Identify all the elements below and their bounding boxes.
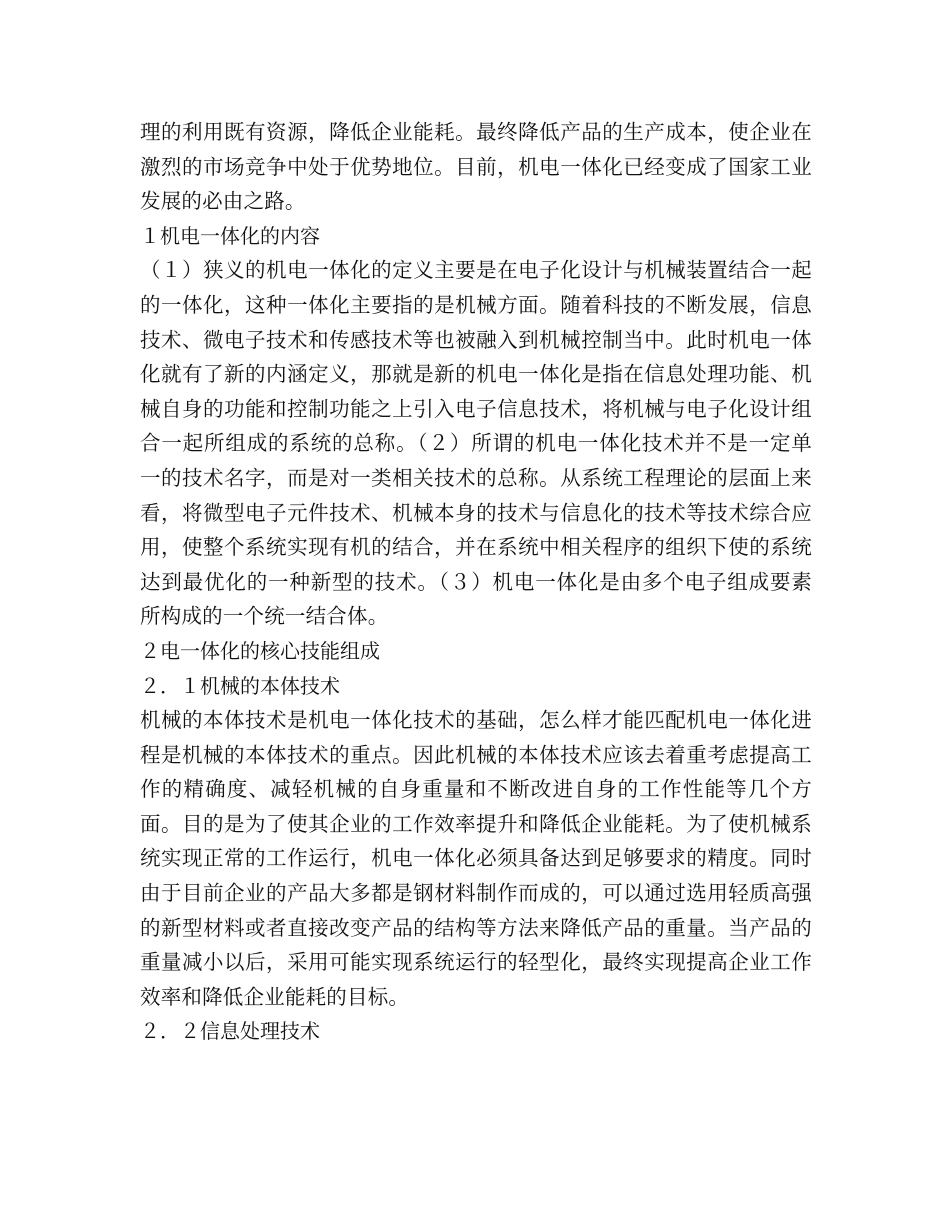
paragraph-intro-continuation: 理的利用既有资源，降低企业能耗。最终降低产品的生产成本，使企业在激烈的市场竞争中处于优势地位。目前，机电一体化已经变成了国家工业发展的必由之路。 bbox=[140, 120, 812, 214]
heading-section-1: １机电一体化的内容 bbox=[140, 223, 320, 248]
paragraph-section-2-1: 机械的本体技术是机电一体化技术的基础，怎么样才能匹配机电一体化进程是机械的本体技术的重点。因此机械的本体技术应该去着重考虑提高工作的精确度、减轻机械的自身重量和不断改进自身的工作性能等几个方面。目的是为了使其企业的工作效率提升和降低企业能耗。为了使机械系统实现正常的工作运行，机电一体化必须具备达到足够要求的精度。同时由于目前企业的产品大多都是钢材料制作而成的，可以通过选用轻质高强的新型材料或者直接改变产品的结构等方法来降低产品的重量。当产品的重量减小以后，采用可能实现系统运行的轻型化，最终实现提高企业工作效率和降低企业能耗的目标。 bbox=[140, 708, 812, 1009]
heading-section-2: ２电一体化的核心技能组成 bbox=[140, 638, 380, 663]
paragraph-section-1: （１）狭义的机电一体化的定义主要是在电子化设计与机械装置结合一起的一体化，这种一体化主要指的是机械方面。随着科技的不断发展，信息技术、微电子技术和传感技术等也被融入到机械控制当中。此时机电一体化就有了新的内涵定义，那就是新的机电一体化是指在信息处理功能、机械自身的功能和控制功能之上引入电子信息技术，将机械与电子化设计组合一起所组成的系统的总称。（２）所谓的机电一体化技术并不是一定单一的技术名字，而是对一类相关技术的总称。从系统工程理论的层面上来看，将微型电子元件技术、机械本身的技术与信息化的技术等技术综合应用，使整个系统实现有机的结合，并在系统中相关程序的组织下使的系统达到最优化的一种新型的技术。（３）机电一体化是由多个电子组成要素所构成的一个统一结合体。 bbox=[140, 258, 812, 629]
heading-section-2-1: ２．１机械的本体技术 bbox=[140, 673, 340, 698]
heading-section-2-2: ２．２信息处理技术 bbox=[140, 1019, 320, 1044]
